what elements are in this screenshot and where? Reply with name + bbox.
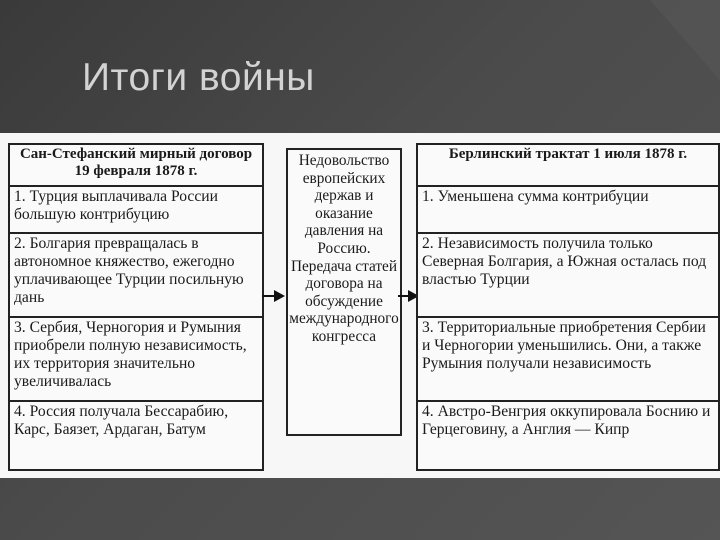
right-header: Берлинский трактат 1 июля 1878 г. xyxy=(418,145,718,187)
comparison-table-image xyxy=(0,133,720,478)
left-item-4: 4. Россия получала Бессарабию, Карс, Баязет, Ардаган, Батум xyxy=(14,403,229,438)
right-item-3: 3. Территориальные приобретения Сербии и Черногории уменьшились. Они, а также Румыния получали независимость xyxy=(418,318,718,402)
right-item-2: 2. Независимость получила только Северная Болгария, а Южная осталась под властью Турции xyxy=(418,234,718,318)
right-item-1: 1. Уменьшена сумма контрибуции xyxy=(418,187,718,234)
right-item-4: 4. Австро-Венгрия оккупировала Боснию и Герцеговину, а Англия — Кипр xyxy=(422,403,711,438)
left-item-3: 3. Сербия, Черногория и Румыния приобрели полную независимость, их территория значительно увеличивалась xyxy=(10,318,262,402)
arrow-right-icon xyxy=(262,289,286,303)
slide-title: Итоги войны xyxy=(82,56,315,99)
left-item-2: 2. Болгария превращалась в автономное княжество, ежегодно уплачивающее Турции посильную дань xyxy=(10,234,262,318)
middle-box xyxy=(286,148,402,436)
right-column xyxy=(416,143,720,471)
left-header: Сан-Стефанский мирный договор 19 февраля 1878 г. xyxy=(10,145,262,187)
left-column xyxy=(8,143,264,471)
left-item-1: 1. Турция выплачивала России большую контрибуцию xyxy=(10,187,262,234)
corner-decoration xyxy=(650,0,720,80)
middle-text: Недовольство европейских держав и оказание давления на Россию. Передача статей договора на обсуждение международного конгресса xyxy=(289,152,399,345)
